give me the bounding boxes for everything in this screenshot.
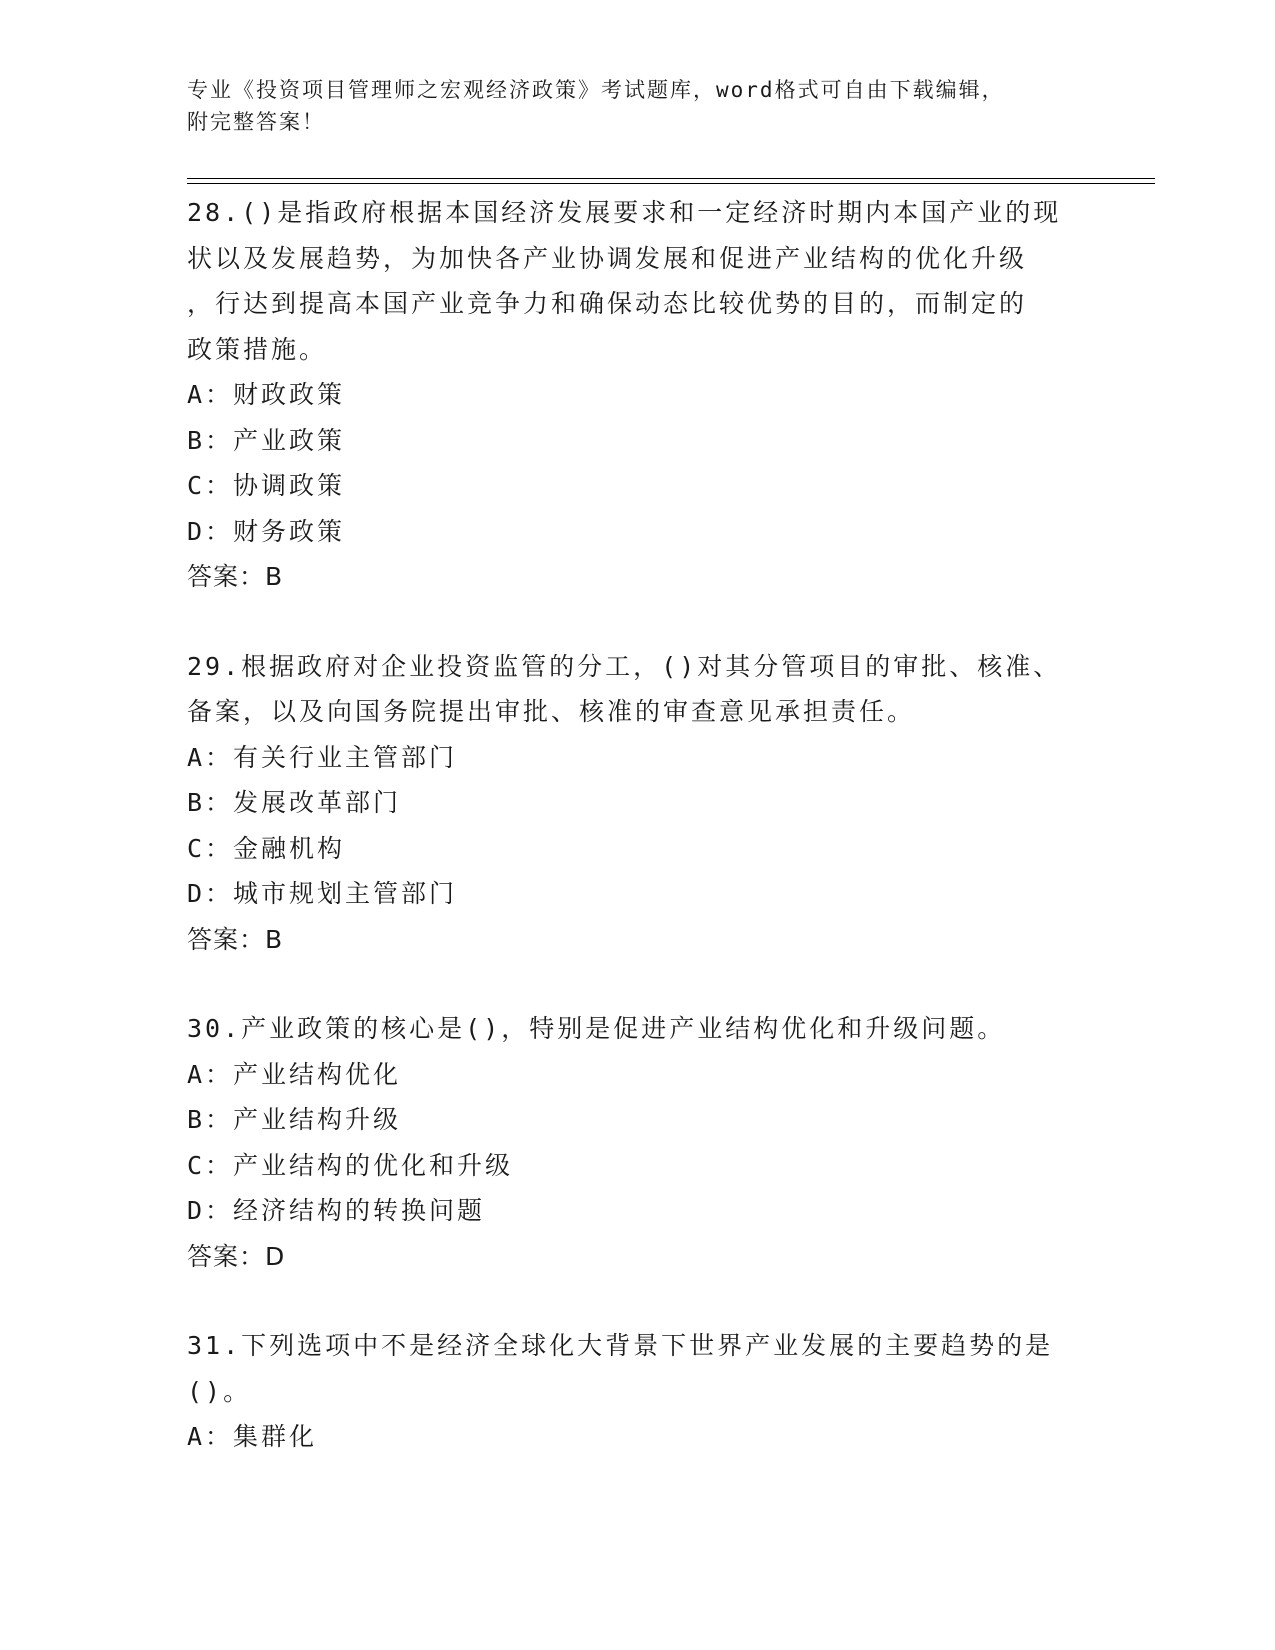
header-line-2: 附完整答案！	[187, 110, 325, 134]
question-29	[187, 644, 1087, 963]
question-text-line: 政策措施。	[187, 334, 328, 364]
option-b: B：产业结构升级	[187, 1105, 402, 1134]
option-b: B：发展改革部门	[187, 788, 402, 817]
question-text-line: 31.下列选项中不是经济全球化大背景下世界产业发展的主要趋势的是	[187, 1331, 1054, 1360]
question-30	[187, 1006, 1087, 1279]
question-text-line: ，行达到提高本国产业竞争力和确保动态比较优势的目的，而制定的	[187, 289, 1028, 318]
question-text-line: ()。	[187, 1376, 252, 1406]
spacer	[187, 962, 1087, 1006]
header-line-1: 专业《投资项目管理师之宏观经济政策》考试题库，word格式可自由下载编辑，	[187, 78, 1005, 102]
answer: 答案：B	[187, 924, 284, 954]
option-a: A：集群化	[187, 1422, 318, 1451]
option-d: D：财务政策	[187, 516, 346, 546]
option-a: A：财政政策	[187, 380, 346, 409]
question-list	[187, 190, 1087, 1460]
header-divider-bottom	[187, 183, 1155, 184]
question-text-line: 28.()是指政府根据本国经济发展要求和一定经济时期内本国产业的现	[187, 198, 1062, 227]
option-d: D：城市规划主管部门	[187, 879, 458, 908]
question-28	[187, 190, 1087, 600]
option-a: A：有关行业主管部门	[187, 742, 458, 772]
option-b: B：产业政策	[187, 425, 346, 455]
question-text-line: 29.根据政府对企业投资监管的分工，()对其分管项目的审批、核准、	[187, 651, 1062, 681]
question-31	[187, 1323, 1087, 1460]
option-a: A：产业结构优化	[187, 1059, 402, 1089]
spacer	[187, 1279, 1087, 1323]
question-text-line: 备案，以及向国务院提出审批、核准的审查意见承担责任。	[187, 697, 916, 726]
option-c: C：产业结构的优化和升级	[187, 1150, 514, 1180]
document-header	[187, 74, 1087, 138]
header-divider-top	[187, 178, 1155, 179]
answer: 答案：D	[187, 1241, 286, 1271]
option-d: D：经济结构的转换问题	[187, 1196, 486, 1225]
answer: 答案：B	[187, 562, 284, 591]
question-text-line: 30.产业政策的核心是()，特别是促进产业结构优化和升级问题。	[187, 1014, 1006, 1043]
option-c: C：协调政策	[187, 471, 346, 500]
question-text-line: 状以及发展趋势，为加快各产业协调发展和促进产业结构的优化升级	[187, 243, 1028, 273]
spacer	[187, 600, 1087, 644]
option-c: C：金融机构	[187, 833, 346, 863]
